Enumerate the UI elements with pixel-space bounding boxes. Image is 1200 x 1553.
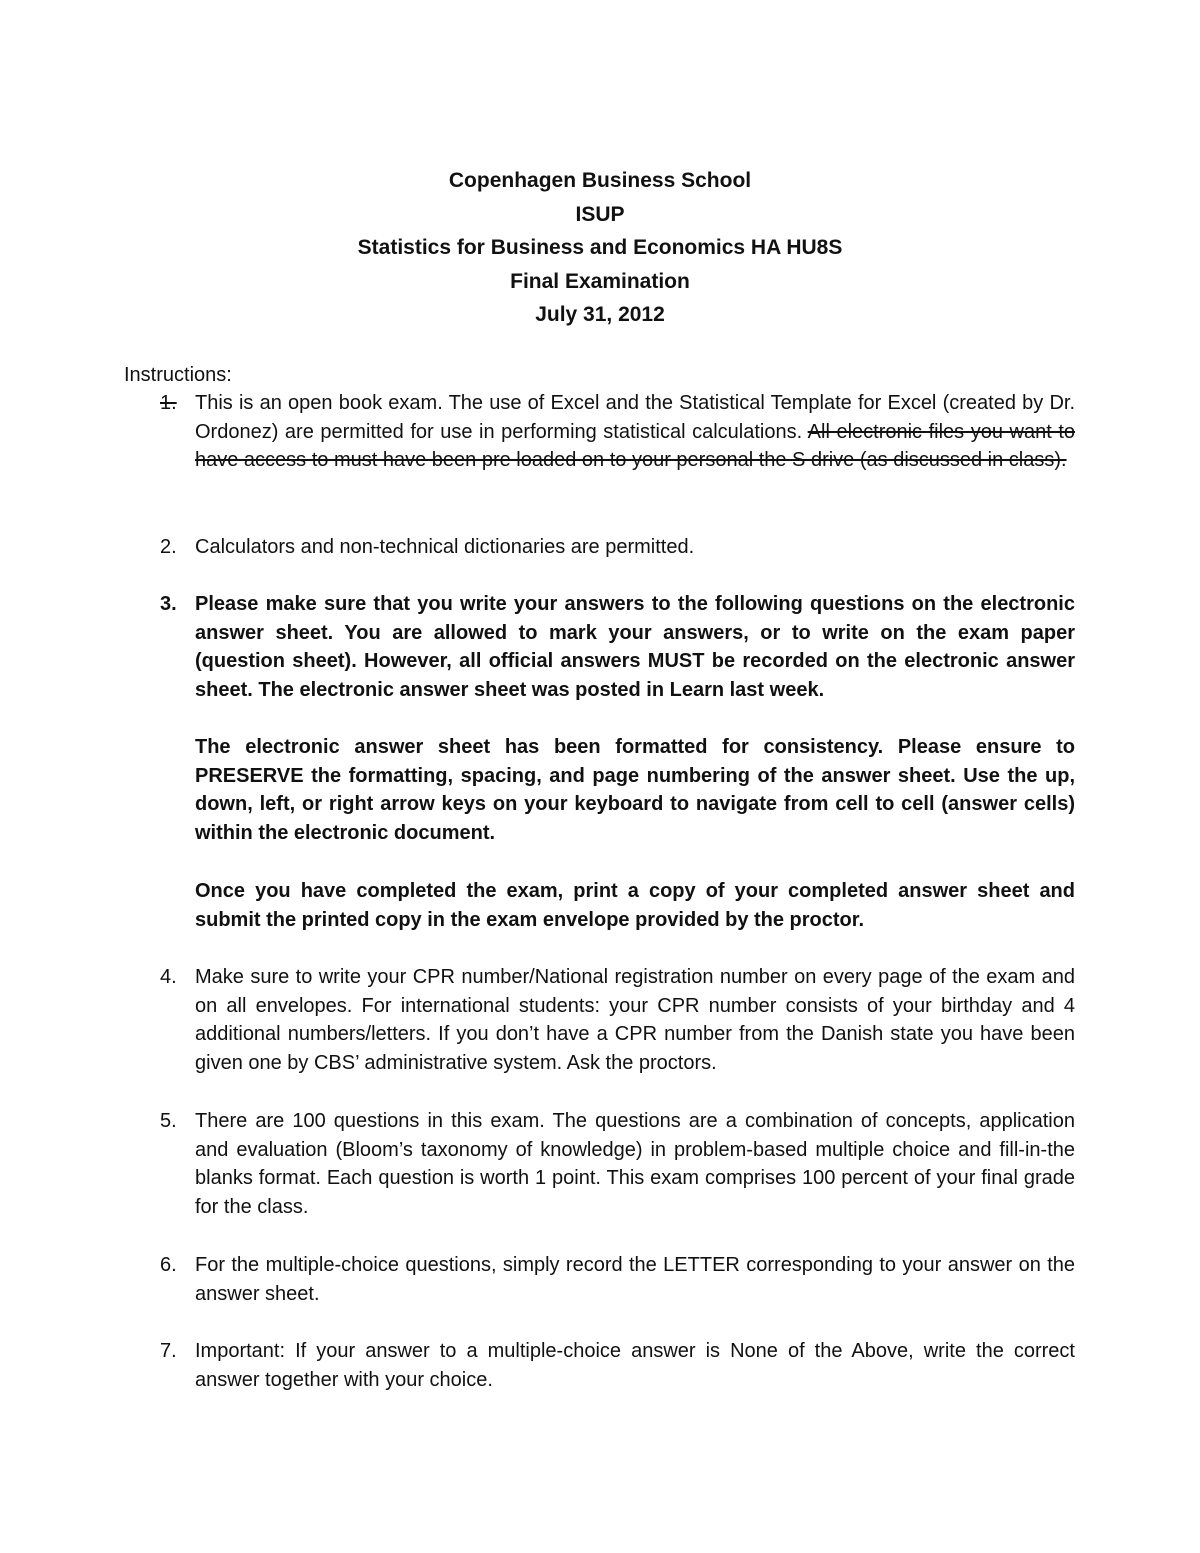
item-paragraph: Once you have completed the exam, print a copy of your completed answer sheet and submit the printed copy in the exam envelope provided by the proctor. — [195, 880, 1075, 931]
instruction-item-7 — [124, 1337, 1075, 1394]
instruction-item-2 — [124, 533, 1075, 562]
exam-title: Final Examination — [510, 269, 690, 293]
institution-title: Copenhagen Business School — [448, 169, 752, 192]
item-body — [195, 590, 1075, 704]
item-paragraph: Please make sure that you write your answers to the following questions on the electronic answer sheet. You are allowed to mark your answers, or to write on the exam paper (question sheet). However, all official answers MUST be recorded on the electronic answer sheet. The electronic answer sheet was posted in Learn last week. — [195, 593, 1075, 701]
item-body — [195, 963, 1075, 1077]
instruction-item-6 — [124, 1251, 1075, 1308]
item-number: 4. — [160, 966, 177, 988]
item-body — [195, 1337, 1075, 1394]
program-title: ISUP — [575, 202, 625, 226]
instruction-item-3 — [124, 590, 1075, 704]
instruction-item-3-para-3 — [124, 877, 1075, 934]
item-number: 3. — [160, 593, 177, 615]
item-number: 1. — [160, 392, 177, 414]
course-title: Statistics for Business and Economics HA HU8S — [357, 236, 843, 259]
item-struck-text: All electronic files you want to have access to must have been pre loaded on to your personal the S drive (as discussed in class). — [195, 420, 1076, 472]
item-body — [195, 389, 1075, 475]
instruction-item-5 — [124, 1107, 1075, 1221]
item-number: 5. — [160, 1110, 177, 1132]
item-text: There are 100 questions in this exam. The questions are a combination of concepts, application and evaluation (Bloom’s taxonomy of knowledge) in problem-based multiple choice and fill-in-the blanks format. Each question is worth 1 point. This exam comprises 100 percent of your final grade for the class. — [195, 1110, 1075, 1218]
item-paragraph: The electronic answer sheet has been formatted for consistency. Please ensure to PRESERVE the formatting, spacing, and page numbering of the answer sheet. Use the up, down, left, or right arrow keys on your keyboard to navigate from cell to cell (answer cells) within the electronic document. — [195, 736, 1075, 844]
item-text: This is an open book exam. The use of Excel and the Statistical Template for Excel (created by Dr. Ordonez) are permitted for use in performing statistical calculations. — [195, 392, 1075, 443]
instructions-label: Instructions: — [124, 364, 232, 386]
item-body — [195, 877, 1075, 934]
item-text: For the multiple-choice questions, simply record the LETTER corresponding to your answer on the answer sheet. — [195, 1254, 1075, 1305]
instruction-item-3-para-2 — [124, 733, 1075, 847]
item-body — [195, 533, 1075, 562]
instruction-item-4 — [124, 963, 1075, 1077]
item-text: Important: If your answer to a multiple-choice answer is None of the Above, write the correct answer together with your choice. — [195, 1340, 1075, 1391]
document-header — [0, 164, 1200, 332]
item-number: 7. — [160, 1340, 177, 1362]
exam-date: July 31, 2012 — [535, 303, 665, 326]
item-text: Make sure to write your CPR number/National registration number on every page of the exam and on all envelopes. For international students: your CPR number consists of your birthday and 4 additional numbers/letters. If you don’t have a CPR number from the Danish state you have been given one by CBS’ administrative system. Ask the proctors. — [195, 966, 1075, 1074]
item-number: 6. — [160, 1254, 177, 1276]
item-text: Calculators and non-technical dictionaries are permitted. — [195, 536, 695, 558]
item-body — [195, 1107, 1075, 1221]
item-body — [195, 1251, 1075, 1308]
item-body — [195, 733, 1075, 847]
instruction-item-1 — [124, 389, 1075, 475]
item-number: 2. — [160, 536, 177, 558]
